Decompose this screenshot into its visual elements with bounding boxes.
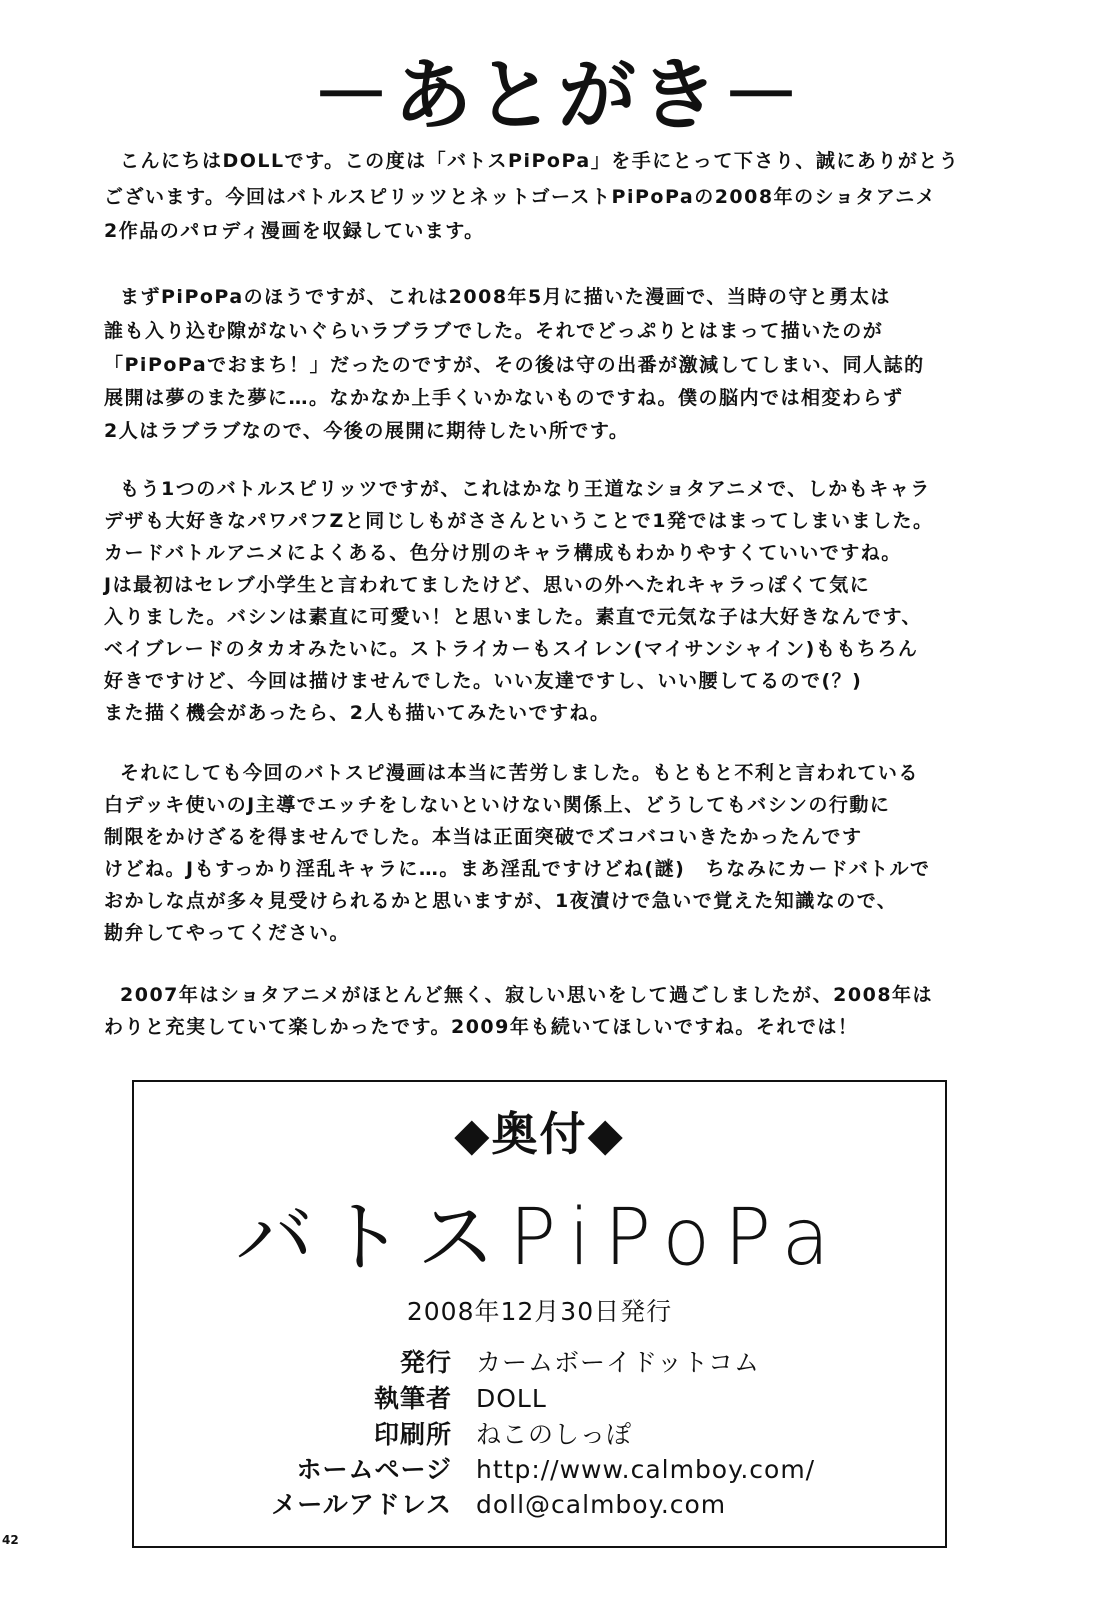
colophon-box [132,1080,947,1548]
text-line: 2007年はショタアニメがほとんど無く、寂しい思いをして過ごしましたが、2008年は [120,984,934,1006]
text-line: わりと充実していて楽しかったです。2009年も続いてほしいですね。それでは！ [104,1016,859,1038]
colophon-value: ねこのしっぽ [476,1420,633,1449]
text-line: まずPiPoPaのほうですが、これは2008年5月に描いた漫画で、当時の守と勇太は [120,286,891,308]
text-line: カードバトルアニメによくある、色分け別のキャラ構成もわかりやすくていいですね。 [104,542,902,564]
text-line: ございます。今回はバトルスピリッツとネットゴーストPiPoPaの2008年のショタアニメ [104,186,937,208]
colophon-row-homepage [134,1453,945,1487]
text-line: 「PiPoPaでおまち！」だったのですが、その後は守の出番が激減してしまい、同人誌的 [104,354,925,376]
text-line: こんにちはDOLLです。この度は「バトスPiPoPa」を手にとって下さり、誠にありがとう [120,150,960,172]
page-number: 42 [2,1533,19,1547]
text-line: けどね。Jもすっかり淫乱キャラに…。まあ淫乱ですけどね(謎) ちなみにカードバトルで [104,858,931,880]
publish-date: 2008年12月30日発行 [406,1297,673,1326]
text-line: デザも大好きなパワパフZと同じしもがささんということで1発ではまってしまいました。 [104,510,934,532]
text-line: それにしても今回のバトスピ漫画は本当に苦労しました。もともと不利と言われている [120,762,919,784]
colophon-value: DOLL [476,1384,547,1413]
text-line: おかしな点が多々見受けられるかと思いますが、1夜漬けで急いで覚えた知識なので、 [104,890,898,912]
text-line: 2作品のパロディ漫画を収録しています。 [104,220,485,242]
text-line: ベイブレードのタカオみたいに。ストライカーもスイレン(マイサンシャイン)ももちろん [104,638,919,660]
text-line: 2人はラブラブなので、今後の展開に期待したい所です。 [104,420,630,442]
text-line: 展開は夢のまた夢に…。なかなか上手くいかないものですね。僕の脳内では相変わらず [104,387,904,409]
colophon-label: 執筆者 [373,1384,452,1413]
text-line: Jは最初はセレブ小学生と言われてましたけど、思いの外へたれキャラっぽくて気に [104,574,871,596]
homepage-url: http://www.calmboy.com/ [476,1455,816,1484]
text-line: 制限をかけざるを得ませんでした。本当は正面突破でズコバコいきたかったんです [104,826,863,848]
afterword-title: －あとがき－ [311,51,804,141]
email-address: doll@calmboy.com [476,1490,727,1519]
text-line: 誰も入り込む隙がないぐらいラブラブでした。それでどっぷりとはまって描いたのが [104,320,884,342]
colophon-value: カームボーイドットコム [476,1348,761,1377]
text-line: もう1つのバトルスピリッツですが、これはかなり王道なショタアニメで、しかもキャラ [120,478,931,500]
book-title: バトスPiPoPa [235,1193,844,1283]
text-line: 好きですけど、今回は描けませんでした。いい友達ですし、いい腰してるので(？) [104,670,863,692]
colophon-row-publisher [134,1346,945,1380]
colophon-heading: ◆奥付◆ [454,1107,625,1161]
text-line: また描く機会があったら、2人も描いてみたいですね。 [104,702,611,724]
text-line: 入りました。バシンは素直に可愛い！と思いました。素直で元気な子は大好きなんです、 [104,606,923,628]
colophon-label: ホームページ [296,1455,452,1484]
colophon-label: 印刷所 [373,1420,452,1449]
text-line: 勘弁してやってください。 [104,922,351,944]
text-line: 白デッキ使いのJ主導でエッチをしないといけない関係上、どうしてもバシンの行動に [104,794,891,816]
colophon-row-printer [134,1418,945,1452]
colophon-label: 発行 [399,1348,452,1377]
colophon-row-author [134,1382,945,1416]
colophon-row-email [134,1488,945,1522]
colophon-label: メールアドレス [271,1490,452,1519]
